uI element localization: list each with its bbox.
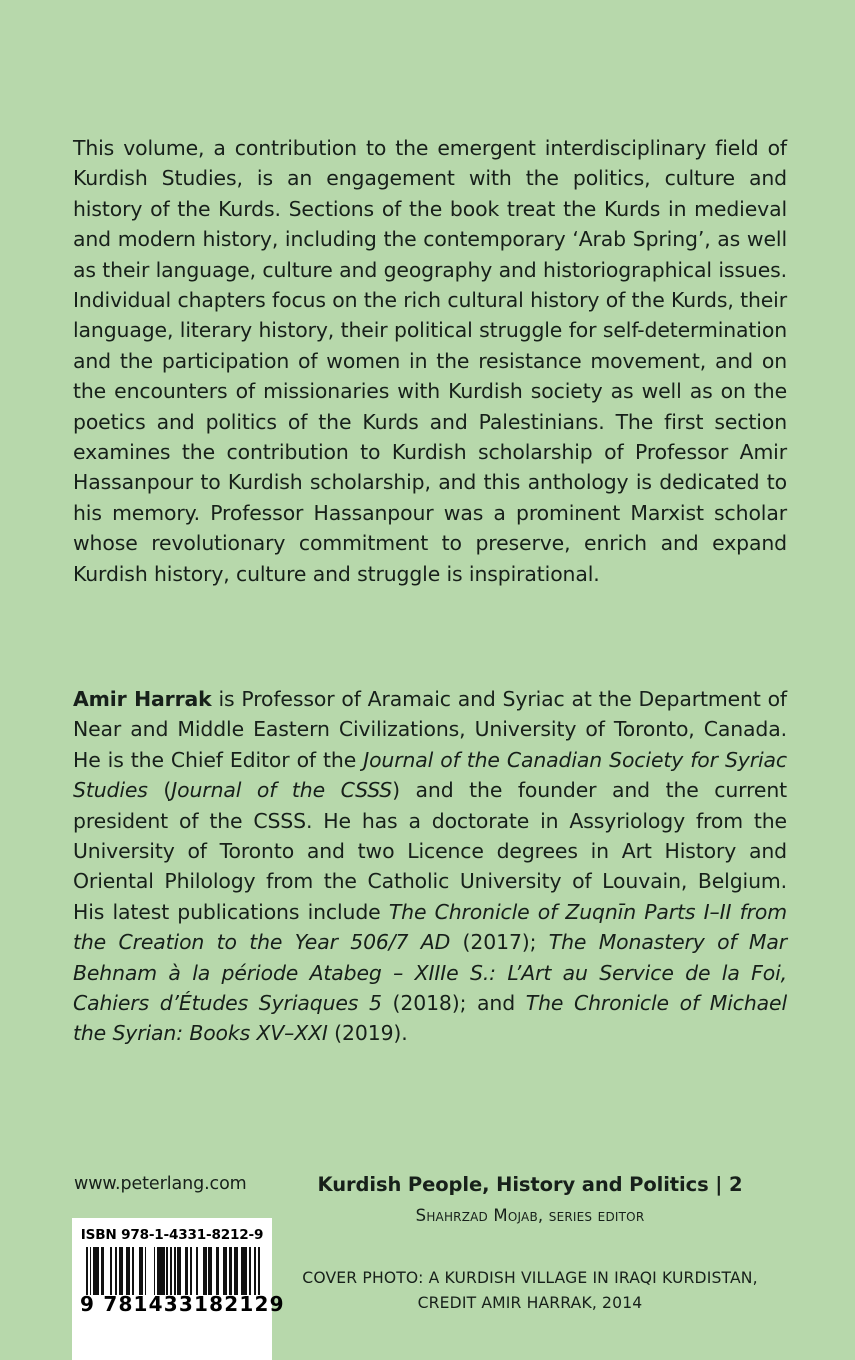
book-description-text: This volume, a contribution to the emergent interdisciplinary field of Kurdish Studies, is an engagement with the politics, culture and history of the Kurds. Sections of the book treat the Kurds in medieval and modern history, including the contemporary ‘Arab Spring’, as well as their language, culture and geography and historiographical issues. Individual chapters focus on the rich cultural history of the Kurds, their language, literary history, their political struggle for self-determination and the participation of women in the resistance movement, and on the encounters of missionaries with Kurdish society as well as on the poetics and politics of the Kurds and Palestinians. The first section examines the contribution to Kurdish scholarship of Professor Amir Hassanpour to Kurdish scholarship, and this anthology is dedicated to his memory. Professor Hassanpour was a prominent Marxist scholar whose revolutionary commitment to preserve, enrich and expand Kurdish history, culture and struggle is inspirational. <box>73 136 787 586</box>
isbn-barcode-block <box>72 1218 285 1360</box>
bio-segment-3: ) and the founder and the current president of the CSSS. He has a doctorate in Assyriology from the University of Toronto and two Licence degrees in Art History and Oriental Philology from the Catholic University of Louvain, Belgium. His latest publications include <box>73 778 788 924</box>
barcode-digits <box>80 1292 285 1316</box>
bio-segment-5: (2018); and <box>381 991 526 1016</box>
barcode-digit-lead: 9 <box>80 1292 95 1316</box>
series-block <box>275 1172 785 1226</box>
journal-short-title: Journal of the CSSS <box>171 778 393 803</box>
author-name: Amir Harrak <box>73 687 212 711</box>
series-title: Kurdish People, History and Politics | 2 <box>317 1173 743 1196</box>
bio-segment-6: (2019). <box>327 1021 408 1046</box>
publication-title-3: The Chronicle of Michael the Syrian: Books XV–XXI <box>73 991 787 1046</box>
bio-segment-4: (2017); <box>450 930 549 955</box>
cover-credit-line-2: CREDIT AMIR HARRAK, 2014 <box>417 1294 643 1312</box>
book-description <box>73 133 787 589</box>
barcode-digit-group-1: 781433 <box>103 1292 195 1316</box>
bio-segment-1: is Professor of Aramaic and Syriac at the Department of Near and Middle Eastern Civilizations, University of Toronto, Canada. He is the Chief Editor of the <box>73 687 787 772</box>
series-editor: Shahrzad Mojab, series editor <box>415 1206 645 1225</box>
author-biography <box>73 684 787 1049</box>
publication-title-1: The Chronicle of Zuqnīn Parts I–II from the Creation to the Year 506/7 AD <box>73 899 788 955</box>
barcode-digit-group-2: 182129 <box>194 1292 285 1316</box>
bio-segment-2: ( <box>147 778 172 803</box>
journal-title: Journal of the Canadian Society for Syriac Studies <box>73 747 787 803</box>
cover-credit-line-1: COVER PHOTO: A KURDISH VILLAGE IN IRAQI KURDISTAN, <box>302 1269 758 1287</box>
cover-photo-credit <box>245 1266 815 1316</box>
barcode-bars <box>86 1247 261 1295</box>
publisher-url[interactable]: www.peterlang.com <box>74 1174 247 1194</box>
publication-title-2: The Monastery of Mar Behnam à la période Atabeg – XIIIe S.: L’Art au Service de la Foi, Cahiers d’Études Syriaques 5 <box>73 930 787 1016</box>
isbn-label: ISBN 978-1-4331-8212-9 <box>80 1227 264 1243</box>
